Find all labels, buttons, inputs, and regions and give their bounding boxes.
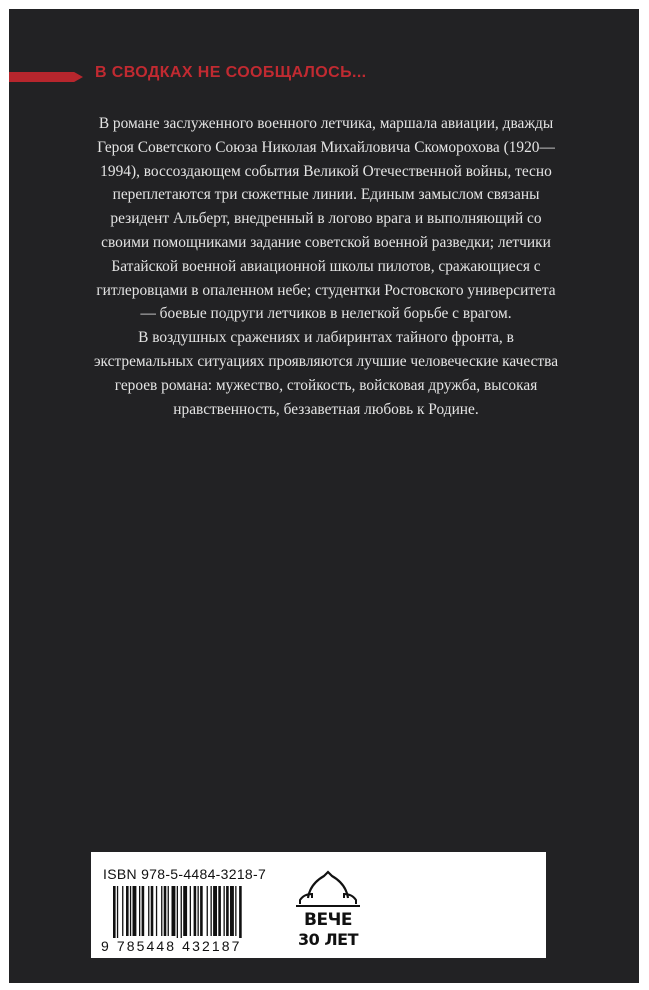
annotation-paragraph: В романе заслуженного военного летчика, маршала авиации, дважды Героя Советского Союза Николая Михайловича Скоморохова (1920—1994), воссоздающем события Великой Отечественной войны, тесно переплетаются три сюжетные линии. Единым замыслом связаны резидент Альберт, внедренный в логово врага и выполняющий со своими помощниками задание советской военной разведки; летчики Батайской военной авиационной школы пилотов, сражающиеся с гитлеровцами в опаленном небе; студентки Ростовского университета — боевые подруги летчиков в нелегкой борьбе с врагом.	[96, 115, 556, 323]
ean-digits: 9 785448 432187	[101, 938, 242, 954]
isbn-label: ISBN 978-5-4484-3218-7	[103, 866, 267, 882]
annotation-text	[91, 112, 561, 421]
veche-house-icon	[290, 870, 366, 956]
barcode-panel	[91, 852, 546, 958]
back-cover	[9, 9, 639, 983]
annotation-paragraph: В воздушных сражениях и лабиринтах тайного фронта, в экстремальных ситуациях проявляются лучшие человеческие качества героев романа: мужество, стойкость, войсковая дружба, высокая нравственность, беззаветная любовь к Родине.	[93, 329, 559, 418]
series-title: В СВОДКАХ НЕ СООБЩАЛОСЬ...	[95, 64, 367, 81]
barcode	[111, 886, 291, 944]
publisher-name: ВЕЧЕ	[304, 910, 352, 930]
publisher-anniversary: 30 ЛЕТ	[298, 930, 358, 949]
